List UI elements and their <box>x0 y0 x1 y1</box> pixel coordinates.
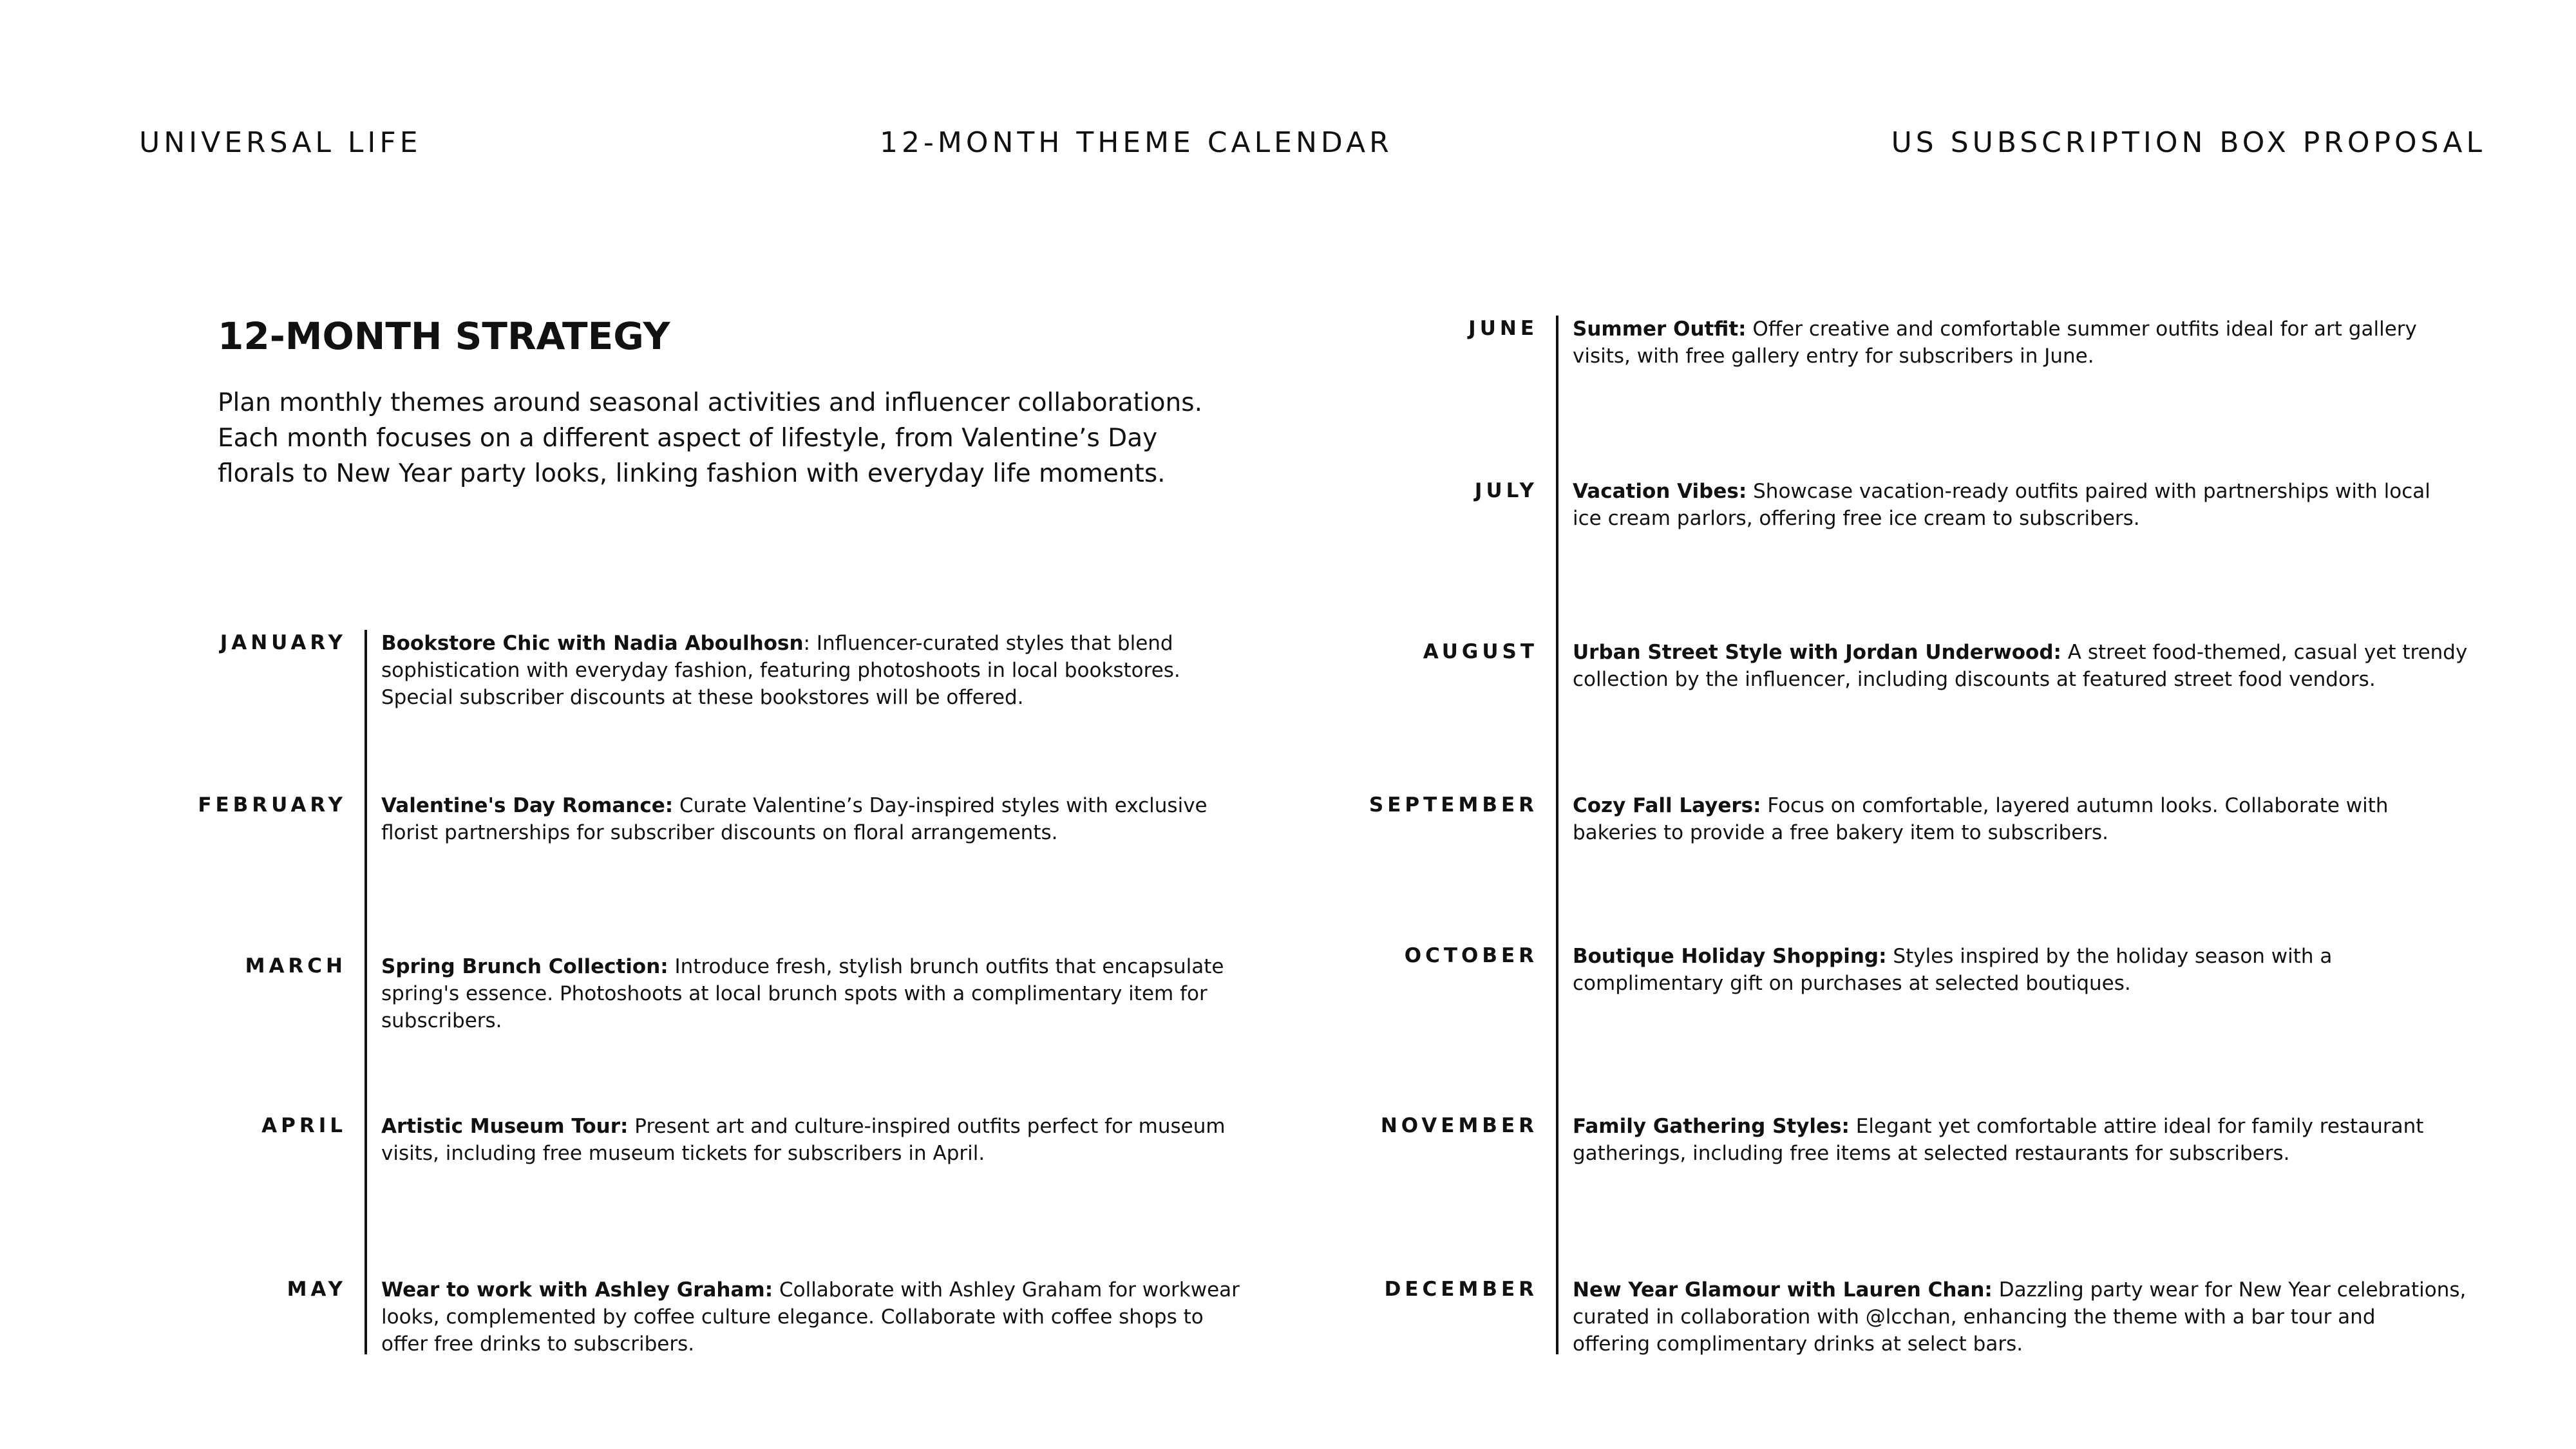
theme-title: Artistic Museum Tour: <box>381 1115 629 1138</box>
theme-text: ice cream parlors, offering free ice cream to subscribers. <box>1573 507 2140 530</box>
month-label: SEPTEMBER <box>1368 793 1538 817</box>
month-label: MAY <box>287 1278 346 1301</box>
theme-title: Valentine's Day Romance: <box>381 794 674 817</box>
theme-text: looks, complemented by coffee culture elegance. Collaborate with coffee shops to <box>381 1305 1204 1329</box>
strategy-line: florals to New Year party looks, linking fashion with everyday life moments. <box>218 459 1166 488</box>
theme-text: Dazzling party wear for New Year celebrations, <box>1992 1278 2467 1302</box>
theme-title: Bookstore Chic with Nadia Aboulhosn <box>381 632 804 655</box>
theme-title: New Year Glamour with Lauren Chan: <box>1573 1278 1993 1302</box>
month-description <box>381 1276 1386 1358</box>
theme-text: : Influencer-curated styles that blend <box>803 632 1173 655</box>
theme-text: Curate Valentine’s Day-inspired styles with exclusive <box>673 794 1208 817</box>
theme-text: gatherings, including free items at selected restaurants for subscribers. <box>1573 1142 2290 1165</box>
month-description <box>1573 478 2474 532</box>
month-label: NOVEMBER <box>1380 1114 1538 1137</box>
month-description <box>1573 1113 2474 1167</box>
theme-text: Focus on comfortable, layered autumn looks. Collaborate with <box>1761 794 2389 817</box>
month-label: MARCH <box>245 954 346 978</box>
theme-text: Styles inspired by the holiday season with a <box>1886 945 2333 968</box>
month-description <box>381 792 1386 846</box>
theme-title: Summer Outfit: <box>1573 317 1747 341</box>
strategy-line: Plan monthly themes around seasonal activities and influencer collaborations. <box>218 388 1202 417</box>
calendar-column-right <box>1365 316 2473 1354</box>
theme-title: Cozy Fall Layers: <box>1573 794 1761 817</box>
month-description <box>1573 792 2474 846</box>
header-brand: UNIVERSAL LIFE <box>139 126 422 159</box>
calendar-column-left <box>193 630 1240 1356</box>
header-subtitle: US SUBSCRIPTION BOX PROPOSAL <box>1891 126 2486 159</box>
month-description <box>1573 943 2474 997</box>
theme-text: visits, with free gallery entry for subscribers in June. <box>1573 345 2094 368</box>
theme-text: sophistication with everyday fashion, featuring photoshoots in local bookstores. <box>381 659 1180 682</box>
theme-text: bakeries to provide a free bakery item to subscribers. <box>1573 821 2109 844</box>
theme-title: Wear to work with Ashley Graham: <box>381 1278 773 1302</box>
theme-text: Elegant yet comfortable attire ideal for family restaurant <box>1849 1115 2424 1138</box>
header-title: 12-MONTH THEME CALENDAR <box>880 126 1393 159</box>
theme-title: Spring Brunch Collection: <box>381 955 668 978</box>
theme-text: complimentary gift on purchases at selected boutiques. <box>1573 972 2131 995</box>
theme-text: florist partnerships for subscriber discounts on floral arrangements. <box>381 821 1058 844</box>
theme-text: Offer creative and comfortable summer outfits ideal for art gallery <box>1746 317 2417 341</box>
theme-text: offer free drinks to subscribers. <box>381 1332 695 1356</box>
strategy-line: Each month focuses on a different aspect of lifestyle, from Valentine’s Day <box>218 424 1158 453</box>
month-label: JUNE <box>1468 317 1538 340</box>
theme-title: Family Gathering Styles: <box>1573 1115 1850 1138</box>
theme-title: Urban Street Style with Jordan Underwood: <box>1573 641 2061 664</box>
theme-text: Showcase vacation-ready outfits paired with partnerships with local <box>1747 480 2430 503</box>
theme-title: Vacation Vibes: <box>1573 480 1747 503</box>
month-label: OCTOBER <box>1404 944 1538 967</box>
theme-text: offering complimentary drinks at select bars. <box>1573 1332 2023 1356</box>
timeline-divider <box>1556 316 1558 1354</box>
theme-text: Collaborate with Ashley Graham for workwear <box>773 1278 1240 1302</box>
theme-text: spring's essence. Photoshoots at local brunch spots with a complimentary item for <box>381 982 1208 1005</box>
theme-text: collection by the influencer, including discounts at featured street food vendors. <box>1573 668 2376 691</box>
strategy-description <box>218 385 1222 491</box>
month-label: DECEMBER <box>1384 1278 1538 1301</box>
month-label: FEBRUARY <box>198 793 346 817</box>
month-label: APRIL <box>261 1114 346 1137</box>
theme-text: Special subscriber discounts at these bookstores will be offered. <box>381 686 1024 709</box>
theme-text: Introduce fresh, stylish brunch outfits that encapsulate <box>668 955 1224 978</box>
theme-title: Boutique Holiday Shopping: <box>1573 945 1887 968</box>
theme-text: visits, including free museum tickets for subscribers in April. <box>381 1142 985 1165</box>
theme-text: curated in collaboration with @lcchan, enhancing the theme with a bar tour and <box>1573 1305 2376 1329</box>
theme-text: subscribers. <box>381 1009 502 1032</box>
month-description <box>1573 316 2474 370</box>
month-label: JANUARY <box>220 631 346 654</box>
month-description <box>381 630 1386 711</box>
month-label: JULY <box>1474 479 1538 502</box>
timeline-divider <box>365 630 367 1354</box>
theme-text: A street food-themed, casual yet trendy <box>2061 641 2468 664</box>
month-description <box>1573 639 2474 693</box>
month-description <box>381 953 1386 1034</box>
month-description <box>381 1113 1386 1167</box>
month-label: AUGUST <box>1423 640 1538 663</box>
strategy-title: 12-MONTH STRATEGY <box>218 314 670 358</box>
theme-text: Present art and culture-inspired outfits perfect for museum <box>628 1115 1226 1138</box>
month-description <box>1573 1276 2474 1358</box>
